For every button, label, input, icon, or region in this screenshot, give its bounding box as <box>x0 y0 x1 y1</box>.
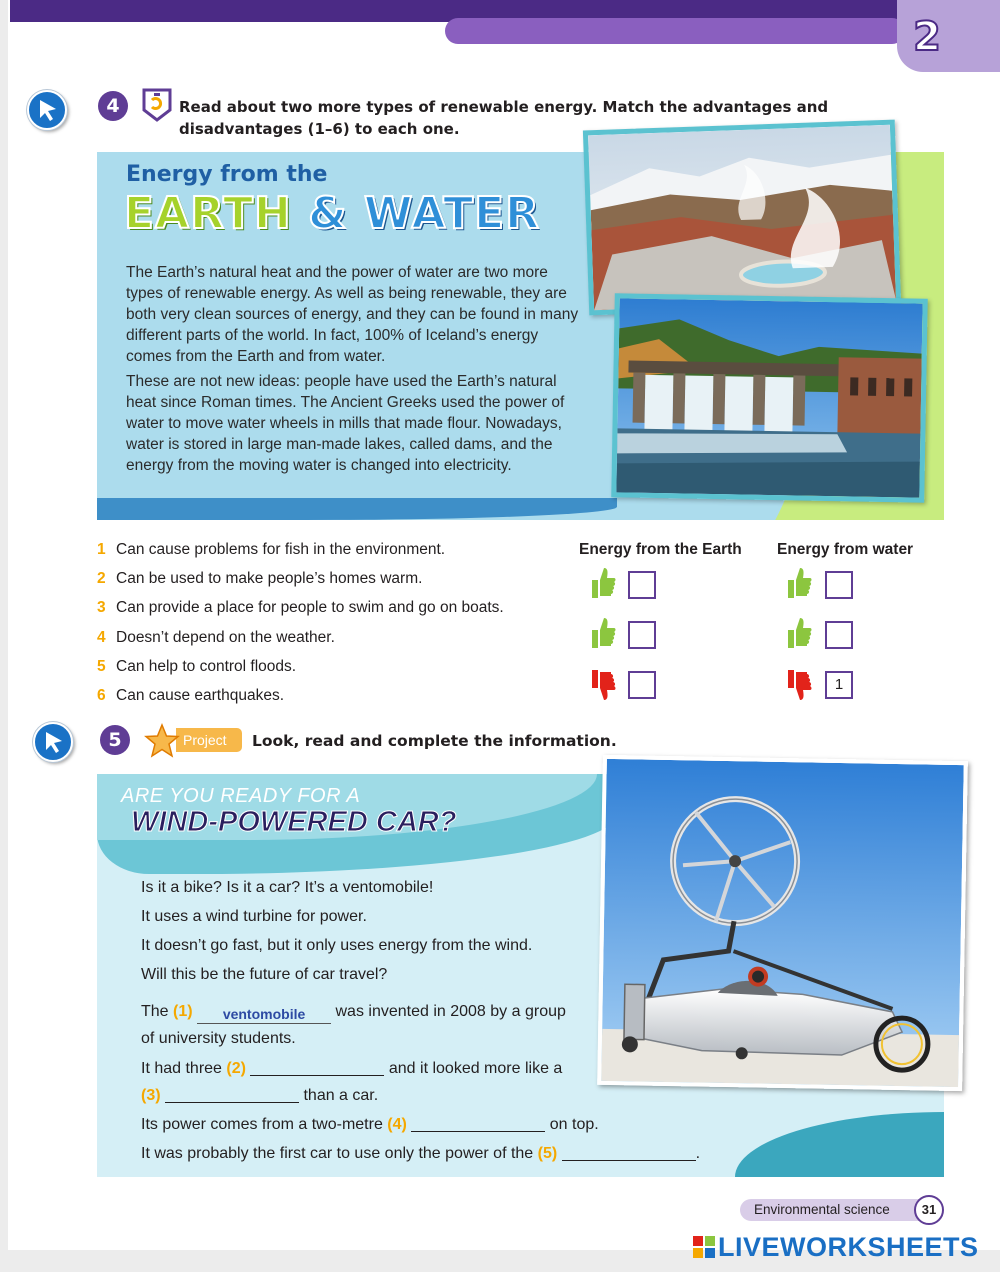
earth-answer-box-3[interactable] <box>628 671 656 699</box>
statement-5: 5 Can help to control floods. <box>97 658 297 675</box>
page-number: 31 <box>914 1195 944 1225</box>
gap-4-label: (4) <box>387 1116 407 1133</box>
article-text <box>126 262 586 480</box>
exercise-5-instruction: Look, read and complete the information. <box>252 732 617 750</box>
critical-thinking-icon <box>142 88 172 122</box>
section-label: Environmental science <box>740 1199 920 1221</box>
sentence-5: It was probably the first car to use only the power of the (5) . <box>141 1145 701 1162</box>
star-icon <box>144 723 180 759</box>
liveworksheets-brand: LIVEWORKSHEETS <box>718 1232 979 1262</box>
exercise-4-instruction-line1: Read about two more types of renewable energy. Match the advantages and <box>179 98 829 116</box>
gap-3-label: (3) <box>141 1087 161 1104</box>
title-amp: & <box>308 188 348 239</box>
earth-column-heading: Energy from the Earth <box>579 541 742 558</box>
exercise-4-instruction-line2: disadvantages (1–6) to each one. <box>179 120 460 138</box>
exercise-4-number: 4 <box>98 91 128 121</box>
article-paragraph-2: These are not new ideas: people have used the Earth’s natural heat since Roman times. The Ancient Greeks used the power of water to move water wheels in mills that made flour. Nowadays, water is stored in large man-made lakes, called dams, and the energy from the moving water is changed into electricity. <box>126 373 565 474</box>
project-label: Project <box>176 728 242 752</box>
article-title-small: Energy from the <box>126 162 328 187</box>
gap-1-label: (1) <box>173 1003 193 1020</box>
gap-1-answer[interactable]: ventomobile <box>197 1006 331 1024</box>
intro-line-2: It uses a wind turbine for power. <box>141 908 367 925</box>
ventomobile-photo <box>597 755 968 1091</box>
water-answer-box-2[interactable] <box>825 621 853 649</box>
thumbs-down-icon <box>786 668 812 702</box>
gap-2-answer[interactable] <box>250 1058 384 1076</box>
exercise-5-number: 5 <box>100 725 130 755</box>
statement-1: 1 Can cause problems for fish in the environment. <box>97 541 446 558</box>
water-answer-box-1[interactable] <box>825 571 853 599</box>
statement-2: 2 Can be used to make people’s homes warm. <box>97 570 423 587</box>
liveworksheets-logo-icon <box>693 1236 715 1258</box>
earth-answer-box-2[interactable] <box>628 621 656 649</box>
unit-number: 2 <box>913 14 941 60</box>
thumbs-up-icon <box>590 616 616 650</box>
sentence-1-line-2: of university students. <box>141 1030 296 1047</box>
title-water-word: WATER <box>363 188 541 239</box>
sentence-3: (3) than a car. <box>141 1087 379 1104</box>
earth-answer-box-1[interactable] <box>628 571 656 599</box>
article-paragraph-1: The Earth’s natural heat and the power of water are two more types of renewable energy. As well as being renewable, they are both very clean sources of energy, and they can be found in many different parts of the world. In fact, 100% of Iceland’s energy comes from the Earth and from water. <box>126 264 579 365</box>
title-earth: EARTH <box>124 188 292 239</box>
gap-5-label: (5) <box>537 1145 558 1162</box>
sentence-1: The (1) ventomobile was invented in 2008 by a group <box>141 1003 566 1022</box>
gap-5-answer[interactable] <box>562 1143 696 1161</box>
thumbs-up-icon <box>786 616 812 650</box>
wind-heading-small: ARE YOU READY FOR A <box>121 785 361 807</box>
intro-line-3: It doesn’t go fast, but it only uses energy from the wind. <box>141 937 533 954</box>
wind-heading-big: WIND-POWERED CAR? <box>131 806 457 838</box>
water-answer-box-3[interactable]: 1 <box>825 671 853 699</box>
statement-3: 3 Can provide a place for people to swim and go on boats. <box>97 599 504 616</box>
gap-4-answer[interactable] <box>411 1114 545 1132</box>
statement-6: 6 Can cause earthquakes. <box>97 687 285 704</box>
thumbs-up-icon <box>590 566 616 600</box>
cursor-pointer-icon[interactable] <box>33 722 73 762</box>
thumbs-up-icon <box>786 566 812 600</box>
water-column-heading: Energy from water <box>777 541 914 558</box>
geothermal-photo <box>583 120 901 316</box>
intro-line-1: Is it a bike? Is it a car? It’s a ventomobile! <box>141 879 434 896</box>
sentence-2: It had three (2) and it looked more like a <box>141 1060 563 1077</box>
header-bar-accent <box>445 18 905 44</box>
gap-2-label: (2) <box>226 1060 246 1077</box>
dam-photo <box>611 293 928 502</box>
gap-3-answer[interactable] <box>165 1085 299 1103</box>
cursor-pointer-icon[interactable] <box>27 90 67 130</box>
article-title-big <box>124 188 540 239</box>
sentence-4: Its power comes from a two-metre (4) on top. <box>141 1116 599 1133</box>
intro-line-4: Will this be the future of car travel? <box>141 966 388 983</box>
statement-4: 4 Doesn’t depend on the weather. <box>97 629 335 646</box>
thumbs-down-icon <box>590 668 616 702</box>
